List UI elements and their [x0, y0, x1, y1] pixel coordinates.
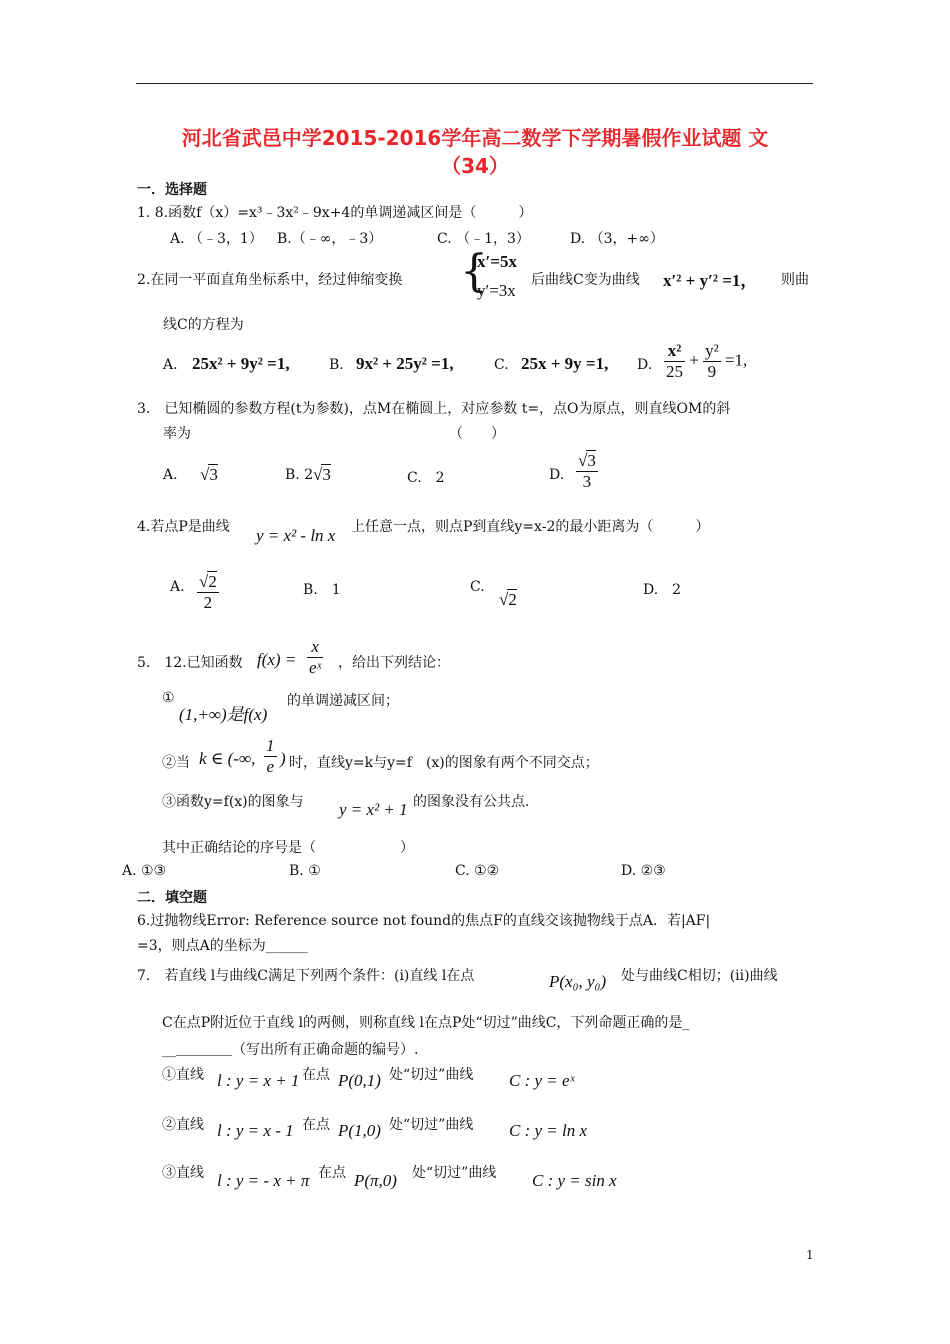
- question-2-post: 则曲: [781, 272, 809, 288]
- question-4-post: 上任意一点，则点P到直线y=x-2的最小距离为（ ）: [351, 519, 710, 535]
- question-4-option-a-label: A.: [170, 579, 185, 595]
- question-5-option-b: B. ①: [289, 863, 321, 879]
- statement-2-text: 时，直线y=k与y=f (x)的图象有两个不同交点；: [289, 755, 599, 771]
- proposition-3-mid: 处“切过”曲线: [412, 1165, 497, 1181]
- proposition-2-curve: C : y = ln x: [509, 1121, 588, 1140]
- statement-2-intro: ②当: [162, 755, 190, 771]
- question-2-option-d-label: D.: [637, 357, 653, 373]
- transform-eq-x: x′=5x: [477, 252, 517, 271]
- statement-3-intro: ③函数y=f(x)的图象与: [162, 794, 304, 810]
- question-1-option-a: A. （﹣3，1）: [170, 231, 263, 247]
- question-1-text: 1. 8.函数f（x）=x³﹣3x²﹣9x+4的单调递减区间是（ ）: [137, 205, 533, 221]
- frac-denominator: 25: [666, 362, 683, 381]
- statement-2-math: k ∈ (-∞,: [199, 749, 256, 768]
- sqrt-radicand: 2: [508, 590, 517, 609]
- question-3-option-d-label: D.: [549, 467, 565, 483]
- question-3-option-c: C. 2: [407, 470, 445, 486]
- question-2-mid: 后曲线C变为曲线: [531, 272, 640, 288]
- sqrt-radicand: 2: [208, 572, 217, 591]
- proposition-2-intro: ②直线: [162, 1117, 204, 1133]
- question-5-option-c: C. ①②: [455, 863, 500, 879]
- sqrt-radicand: 3: [322, 465, 331, 484]
- proposition-2-point: P(1,0): [338, 1121, 381, 1140]
- question-7-intro: 7. 若直线 l与曲线C满足下列两个条件：(i)直线 l在点: [137, 968, 475, 984]
- proposition-2-line: l : y = x - 1: [217, 1121, 294, 1140]
- question-1-option-b: B.（﹣∞，﹣3）: [277, 231, 383, 247]
- question-1-option-d: D. （3，+∞）: [570, 231, 664, 247]
- proposition-1-at: 在点: [302, 1067, 330, 1083]
- frac-denominator: 9: [707, 362, 717, 381]
- proposition-2-at: 在点: [302, 1117, 330, 1133]
- question-1-option-c: C. （﹣1，3）: [437, 231, 530, 247]
- page-number: 1: [806, 1248, 814, 1262]
- question-2-option-d: [664, 341, 747, 382]
- frac-denominator: e: [266, 757, 275, 776]
- system-brace: {: [460, 246, 488, 297]
- question-4-option-d: D. 2: [643, 582, 682, 598]
- header-rule: [136, 83, 813, 84]
- frac-numerator: x²: [664, 341, 685, 362]
- frac-numerator: x: [307, 637, 323, 658]
- question-5-function: f(x) =: [257, 650, 297, 669]
- proposition-3-point: P(π,0): [354, 1171, 397, 1190]
- question-5-option-a: A. ①③: [122, 863, 167, 879]
- question-3-paren: （ ）: [449, 426, 505, 442]
- transform-eq-y: y′=3x: [477, 281, 516, 300]
- question-7-post: 处与曲线C相切；(ii)曲线: [621, 968, 778, 984]
- question-2-option-c: 25x + 9y =1,: [521, 354, 609, 373]
- question-4-option-c-label: C.: [470, 579, 485, 595]
- frac-denominator: 2: [203, 593, 213, 612]
- question-2-option-b: 9x² + 25y² =1,: [356, 354, 454, 373]
- proposition-1-curve: C : y = eˣ: [509, 1071, 575, 1090]
- statement-3-text: 的图象没有公共点.: [413, 794, 530, 810]
- title-line-1: 河北省武邑中学2015-2016学年高二数学下学期暑假作业试题 文: [181, 126, 769, 150]
- question-3-line-1: 3. 已知椭圆的参数方程(t为参数)，点M在椭圆上，对应参数 t=，点O为原点，则直线OM的斜: [137, 401, 731, 417]
- proposition-1-point: P(0,1): [338, 1071, 381, 1090]
- question-2-option-c-label: C.: [494, 357, 509, 373]
- frac-denominator: eˣ: [309, 658, 322, 677]
- question-2-option-b-label: B.: [329, 357, 344, 373]
- proposition-3-intro: ③直线: [162, 1165, 204, 1181]
- proposition-2-mid: 处“切过”曲线: [389, 1117, 474, 1133]
- proposition-3-at: 在点: [318, 1165, 346, 1181]
- title-line-2: （34）: [441, 154, 509, 178]
- question-3-option-d: [576, 450, 598, 492]
- question-2-option-a-label: A.: [163, 357, 178, 373]
- frac-denominator: 3: [582, 472, 592, 491]
- proposition-1-mid: 处“切过”曲线: [389, 1067, 474, 1083]
- plus-sign: +: [689, 350, 699, 370]
- question-2-line-2: 线C的方程为: [163, 317, 244, 333]
- question-5-option-d: D. ②③: [621, 863, 666, 879]
- statement-3-math: y = x² + 1: [339, 800, 408, 819]
- question-3-option-b-label: B. 2: [285, 467, 314, 483]
- section-heading-fill: 二．填空题: [137, 890, 207, 906]
- question-2-target-curve: x′² + y′² =1，: [663, 271, 758, 290]
- question-3-option-b: √3: [313, 465, 331, 484]
- statement-1-math: (1,+∞)是f(x): [179, 705, 268, 724]
- question-7-point: P(x₀, y₀): [549, 972, 607, 991]
- question-5-intro: 5. 12.已知函数: [137, 655, 243, 671]
- question-4-option-b: B. 1: [303, 582, 341, 598]
- frac-numerator: √3: [578, 451, 596, 470]
- question-6-line-2: =3，则点A的坐标为______: [137, 938, 308, 954]
- equals-one: =1,: [724, 350, 748, 370]
- question-4-option-c: √2: [499, 590, 517, 609]
- question-2-option-a: 25x² + 9y² =1,: [192, 354, 290, 373]
- question-6-line-1: 6.过抛物线Error: Reference source not found的焦点F的直线交该抛物线于点A．若|AF|: [137, 913, 711, 929]
- question-4-option-a: [197, 571, 219, 613]
- statement-2-fraction: [264, 736, 277, 777]
- statement-2-close: ): [280, 749, 286, 768]
- sqrt-radicand: 3: [209, 465, 218, 484]
- frac-numerator: y²: [705, 341, 719, 360]
- proposition-1-line: l : y = x + 1: [217, 1071, 300, 1090]
- question-7-line-3: __＿＿＿＿（写出所有正确命题的编号）.: [162, 1042, 419, 1058]
- frac-numerator: 1: [266, 736, 275, 755]
- question-7-line-2: C在点P附近位于直线 l的两侧，则称直线 l在点P处“切过”曲线C，下列命题正确的是_: [162, 1015, 690, 1031]
- question-5-fraction: [307, 637, 323, 678]
- question-3-option-a-label: A.: [163, 467, 178, 483]
- question-2-intro: 2.在同一平面直角坐标系中，经过伸缩变换: [137, 272, 403, 288]
- question-3-option-a: √3: [200, 465, 218, 484]
- question-4-curve: y = x² - ln x: [256, 526, 336, 545]
- proposition-3-curve: C : y = sin x: [532, 1171, 617, 1190]
- question-5-post: ，给出下列结论：: [338, 655, 450, 671]
- question-4-intro: 4.若点P是曲线: [137, 519, 230, 535]
- proposition-3-line: l : y = - x + π: [217, 1171, 310, 1190]
- question-3-line-2: 率为: [163, 426, 191, 442]
- statement-1-text: 的单调递减区间；: [287, 693, 399, 709]
- sqrt-radicand: 3: [587, 451, 596, 470]
- frac-numerator: √2: [199, 572, 217, 591]
- proposition-1-intro: ①直线: [162, 1067, 204, 1083]
- statement-1-mark: ①: [162, 690, 175, 706]
- section-heading-choice: 一．选择题: [137, 182, 207, 198]
- question-5-ask: 其中正确结论的序号是（ ）: [162, 840, 414, 856]
